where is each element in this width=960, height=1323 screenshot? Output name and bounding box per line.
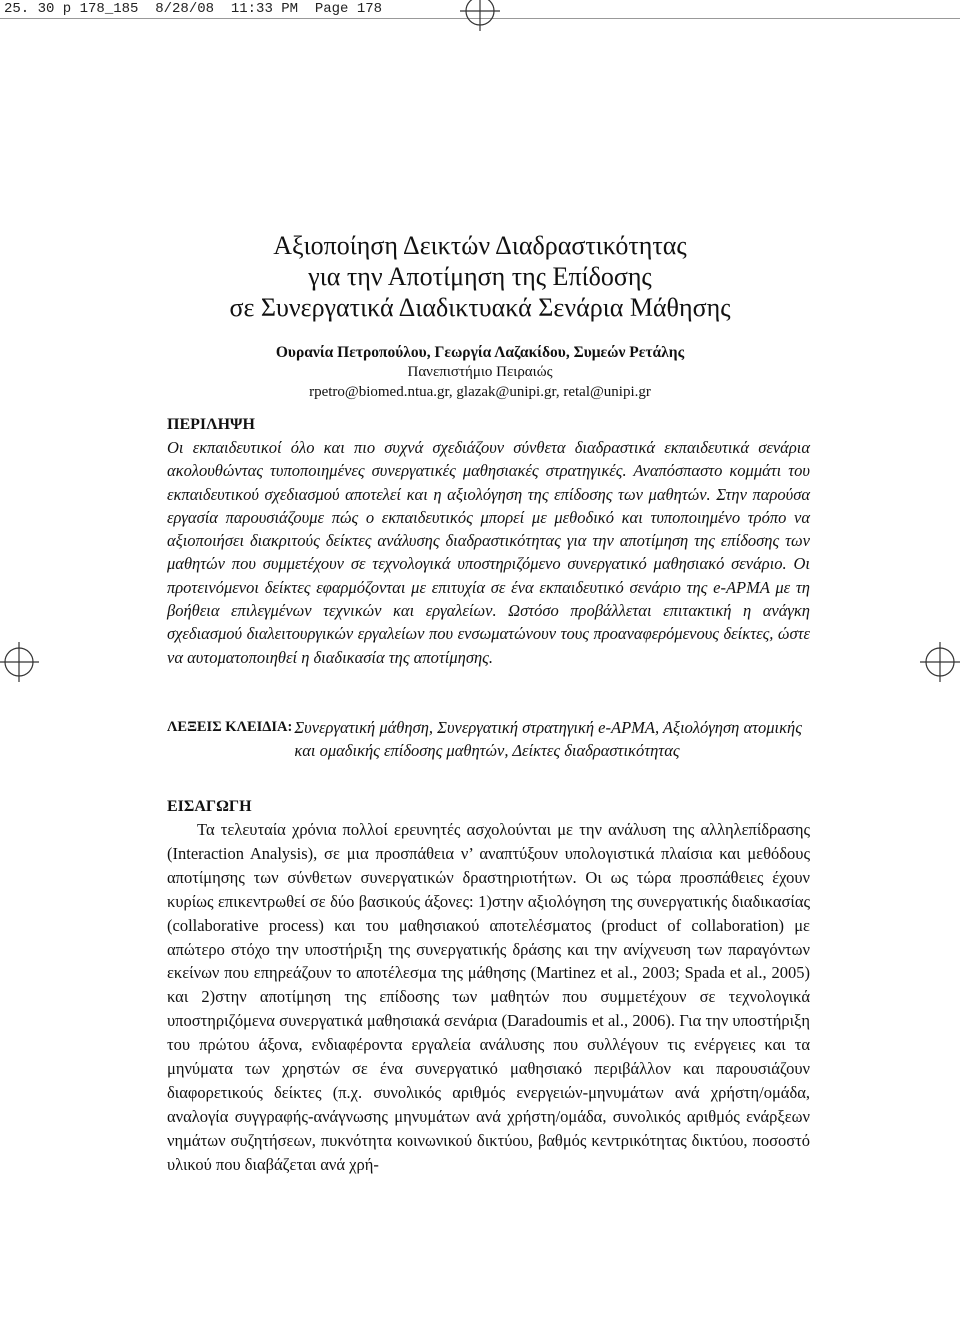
author-block [165, 344, 795, 403]
affiliation: Πανεπιστήμιο Πειραιώς [407, 364, 553, 380]
paper-title [165, 230, 795, 323]
keywords-label: ΛΕΞΕΙΣ ΚΛΕΙΔΙΑ: [167, 719, 293, 735]
keywords-text: Συνεργατική μάθηση, Συνεργατική στρατηγική e-ΑΡΜΑ, Αξιολόγηση ατομικής και ομαδικής επίδοσης μαθητών, Δείκτες διαδραστικότητας [294, 718, 802, 760]
abstract-section [167, 414, 810, 669]
title-line-2: για την Αποτίμηση της Επίδοσης [308, 262, 652, 291]
print-slug-header: 25. 30 p 178_185 8/28/08 11:33 PM Page 178 [0, 0, 960, 19]
keywords-section [167, 716, 810, 762]
registration-mark-icon [920, 642, 960, 682]
registration-mark-icon [460, 0, 500, 31]
abstract-text: Οι εκπαιδευτικοί όλο και πιο συχνά σχεδιάζουν σύνθετα διαδραστικά εκπαιδευτικά σενάρια ακολουθώντας τυποποιημένες συνεργατικές μαθησιακές στρατηγικές. Αναπόσπαστο κομμάτι του εκπαιδευτικού σχεδιασμού αποτελεί και η αξιολόγηση της επίδοσης των μαθητών. Στην παρούσα εργασία παρουσιάζουμε πώς ο εκπαιδευτικός μπορεί με μεθοδικό και τυποποιημένο τρόπο να αξιοποιήσει διακριτούς δείκτες ανάλυσης διαδραστικότητας για την αποτίμηση της επίδοσης των μαθητών που συμμετέχουν σε τεχνολογικά υποστηριζόμενο συνεργατικό μαθησιακό σενάριο. Οι προτεινόμενοι δείκτες εφαρμόζονται με επιτυχία σε ένα εκπαιδευτικό σενάριο της e-ΑΡΜΑ με τη βοήθεια επιλεγμένων τεχνικών και εργαλείων. Ωστόσο προβάλλεται επιτακτική η ανάγκη σχεδιασμού διαλειτουργικών εργαλείων που ενσωματώνουν τους προαναφερόμενους δείκτες, ώστε να αυτοματοποιηθεί η διαδικασία της αποτίμησης. [167, 438, 810, 667]
authors: Ουρανία Πετροπούλου, Γεωργία Λαζακίδου, Συμεών Ρετάλης [275, 344, 685, 361]
abstract-heading: ΠΕΡΙΛΗΨΗ [167, 416, 255, 433]
introduction-heading: ΕΙΣΑΓΩΓΗ [167, 798, 252, 815]
introduction-section [167, 796, 810, 1177]
registration-mark-icon [0, 642, 39, 682]
introduction-text: Τα τελευταία χρόνια πολλοί ερευνητές ασχολούνται με την ανάλυση της αλληλεπίδρασης (Interaction Analysis), σε μια προσπάθεια ν’ αναπτύξουν υπολογιστικά πλαίσια και μεθόδους αποτίμησης των σύνθετων συνεργατικών δραστηριοτήτων. Οι ως τώρα προσπάθειες έχουν κυρίως επικεντρωθεί σε δύο βασικούς άξονες: 1)στην αξιολόγηση της συνεργατικής διαδικασίας (collaborative process) και του μαθησιακού αποτελέσματος (product of collaboration) με απώτερο στόχο την υποστήριξη της συνεργατικής δράσης και την ανίχνευση των παραγόντων εκείνων που επηρεάζουν το αποτέλεσμα της μάθησης (Martinez et al., 2003; Spada et al., 2005) και 2)στην αποτίμηση της επίδοσης των μαθητών που συμμετέχουν σε τεχνολογικά υποστηριζόμενα συνεργατικά μαθησιακά σενάρια (Daradoumis et al., 2006). Για την υποστήριξη του πρώτου άξονα, ενδιαφέροντα εργαλεία ανάλυσης που συλλέγουν τις ενέργειες και τα μηνύματα των χρηστών σε ένα συνεργατικό μαθησιακό περιβάλλον και παρουσιάζουν διαφορετικούς δείκτες (π.χ. συνολικός αριθμός ενεργειών-μηνυμάτων ανά χρήστη/ομάδα, αναλογία συγγραφής-ανάγνωσης μηνυμάτων ανά χρήστη/ομάδα, συνολικός αριθμός ενάρξεων νημάτων συζητήσεων, πυκνότητα κοινωνικού δικτύου, βαθμός κεντρικότητας δικτύου, ποσοστό υλικού που διαβάζεται ανά χρή- [167, 820, 810, 1174]
author-emails: rpetro@biomed.ntua.gr, glazak@unipi.gr, retal@unipi.gr [309, 384, 651, 400]
title-line-3: σε Συνεργατικά Διαδικτυακά Σενάρια Μάθησης [229, 293, 731, 322]
title-line-1: Αξιοποίηση Δεικτών Διαδραστικότητας [273, 231, 687, 260]
